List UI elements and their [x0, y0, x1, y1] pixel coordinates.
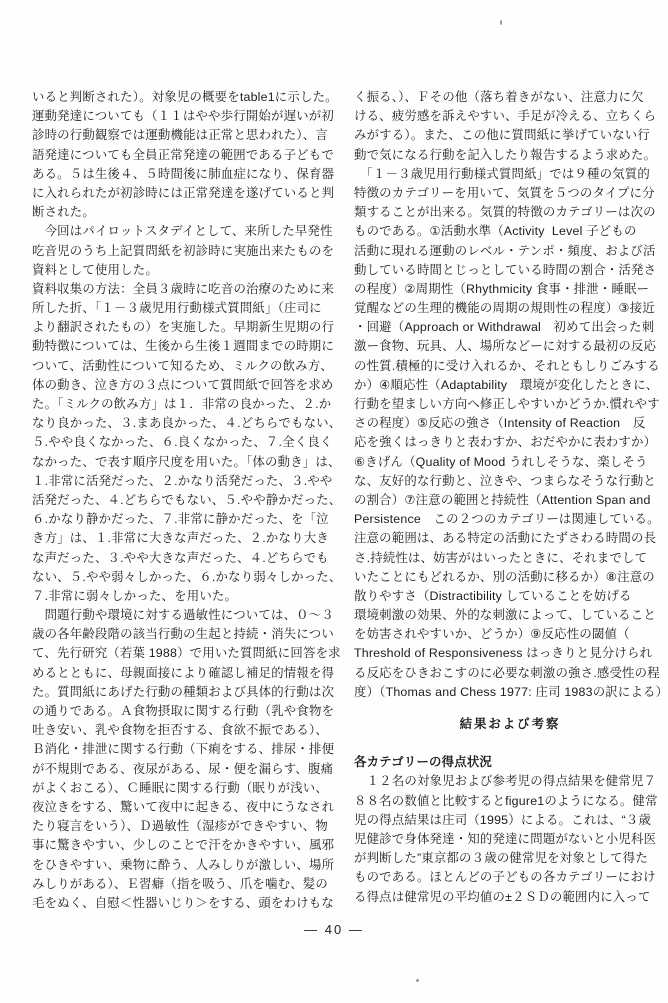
text-line: ８８名の数値と比較するとfigure1のようになる。健常 — [354, 793, 658, 808]
text-line: た。質問紙にあげた行動の種類および具体的行動は次 — [32, 684, 335, 699]
text-line: ５.やや良くなかった、６.良くなかった、７.全く良く — [32, 435, 333, 450]
text-line: 散りやすさ（Distractibility していることを妨げる — [354, 588, 632, 603]
text-line: さ.持続性は、妨害がはいったときに、それまでして — [354, 550, 648, 565]
text-line: を妨害されやすいか、どうか）⑨反応性の閾値（ — [354, 627, 630, 642]
text-line: 「１－３歳児用行動様式質問紙」では９種の気質的 — [354, 166, 650, 181]
text-line: ける、疲労感を訴えやすい、手足が冷える、立ちくら — [354, 109, 657, 124]
text-line: たり寝言をいう）、Ｄ過敏性（湿疹ができやすい、物 — [32, 819, 328, 834]
text-line: Ｂ消化・排泄に関する行動（下痢をする、排尿・排便 — [32, 742, 335, 757]
text-line: ものである。ほとんどの子どもの各カテゴリーにおけ — [354, 870, 656, 885]
text-line: る反応をひきおこすのに必要な刺激の強さ.感受性の程 — [354, 665, 660, 680]
text-line: 行動を望ましい方向へ修正しやすいかどうか.慣れやす — [354, 397, 660, 411]
text-line: 応を強くはっきりと表わすか、おだやかに表わすか） — [354, 435, 657, 450]
text-line: さの程度）⑤反応の強さ（Intensity of Reaction 反 — [354, 416, 646, 431]
text-line: 児の得点結果は庄司（1995）による。これは、“３歳 — [354, 812, 652, 827]
text-line: ７.非常に弱々しかった、を用いた。 — [32, 588, 238, 603]
text-line: より翻訳されたもの）を実施した。早期新生児期の行 — [32, 320, 335, 335]
text-line: 児健診で身体発達・知的発達に問題がないと小児科医 — [354, 831, 657, 846]
text-line: 活発だった、４.どちらでもない、５.やや静かだった、 — [32, 492, 342, 507]
text-line: き方」は、１.非常に大きな声だった、２.かなり大き — [32, 531, 329, 546]
subsection-heading-scores: 各カテゴリーの得点状況 — [354, 755, 493, 770]
text-line: 事に驚きやすい、少しのことで汗をかきやすい、風邪 — [32, 838, 335, 853]
text-line: みがする）。また、この他に質問紙に挙げていない行 — [354, 128, 650, 143]
text-line: の程度）②周期性（Rhythmicity 食事・排泄・睡眠ー — [354, 281, 650, 296]
text-line: Threshold of Responsiveness はっきりと見分けられ — [354, 646, 653, 661]
text-line: 語発達についても全員正常発達の範囲である子どもで — [32, 147, 334, 162]
scan-speck — [500, 20, 502, 25]
text-line: １２名の対象児および参考児の得点結果を健常児７ — [354, 774, 657, 789]
right-paragraph-methods — [354, 88, 666, 702]
text-line: 動特徴については、生後から生後１週間までの時期に — [32, 339, 334, 354]
text-line: をひきやすい、乗物に酔う、人みしりが激しい、場所 — [32, 857, 335, 872]
text-line: 動している時間とじっとしている時間の割合・活発さ — [354, 262, 657, 277]
scan-speck — [416, 979, 419, 982]
text-line: か）④順応性（Adaptability 環境が変化したときに、 — [354, 377, 659, 392]
text-line: いたことにもどれるか、別の活動に移るか）⑧注意の — [354, 569, 655, 584]
text-line: ある。５は生後４、５時間後に肺血症になり、保育器 — [32, 166, 335, 181]
text-line: 激ー食物、玩具、人、場所などーに対する最初の反応 — [354, 339, 657, 354]
text-line: 断された。 — [32, 205, 95, 220]
text-line: なかった、で表す順序尺度を用いた。「体の動き」は、 — [32, 454, 341, 469]
text-line: 毛をぬく、自慰＜性器いじり＞をする、頭をわけもな — [32, 895, 334, 910]
text-line: 所した折、「１－３歳児用行動様式質問紙」（庄司に — [32, 301, 322, 316]
left-text-column — [32, 88, 344, 913]
text-line: なり良かった、３.まあ良かった、４.どちらでもない、 — [32, 416, 342, 431]
text-line: 夜泣きをする、驚いて夜中に起きる、夜中にうなされ — [32, 799, 335, 814]
text-line: 今回はパイロットスタデイとして、来所した早発性 — [32, 224, 333, 239]
page-number: — 40 — — [304, 922, 364, 937]
text-line: な、友好的な行動と、泣きや、つまらなそうな行動と — [354, 473, 656, 488]
text-line: １.非常に活発だった、２.かなり活発だった、３.やや — [32, 473, 333, 488]
text-line: く振る、）、Ｆその他（落ち着きがない、注意力に欠 — [354, 90, 644, 104]
text-line: 体の動き、泣き方の３点について質問紙で回答を求め — [32, 377, 334, 392]
text-line: 環境刺激の効果、外的な刺激によって、していること — [354, 608, 656, 623]
text-line: た。「ミルクの飲み方」は１．非常の良かった、２.か — [32, 397, 332, 411]
section-heading-results: 結果および考察 — [459, 717, 561, 731]
text-line: て、先行研究（若葉 1988）で用いた質問紙に回答を求 — [32, 646, 341, 661]
text-line: 歳の各年齢段階の該当行動の生起と持続・消失につい — [32, 627, 334, 642]
text-line: が判断した”東京都の３歳の健常児を対象として得た — [354, 851, 648, 866]
text-line: めるとともに、母親面接により確認し補足的情報を得 — [32, 665, 335, 680]
text-line: 類することが出来る。気質的特徴のカテゴリーは次の — [354, 205, 656, 220]
text-line: ない、５.やや弱々しかった、６.かなり弱々しかった、 — [32, 569, 342, 584]
text-line: ついて、活動性について知るため、ミルクの飲み方、 — [32, 358, 333, 373]
text-line: 資料収集の方法：全員３歳時に吃音の治療のために来 — [32, 281, 335, 296]
text-line: がよくおこる）、Ｃ睡眠に関する行動（眠りが浅い、 — [32, 780, 328, 795]
text-line: の割合）⑦注意の範囲と持続性（Attention Span and — [354, 492, 651, 507]
text-line: の性質.積極的に受け入れるか、それともしりごみする — [354, 358, 660, 373]
text-line: 活動に現れる運動のレベル・テンポ・頻度、および活 — [354, 243, 656, 258]
text-line: Persistence この２つのカテゴリーは関連している。 — [354, 512, 660, 527]
text-line: いると判断された）。対象児の概要をtable1に示した。 — [32, 90, 338, 104]
text-line: 吐き安い、乳や食物を拒否する、食欲不振である）、 — [32, 723, 328, 738]
text-line: 特徴のカテゴリーを用いて、気質を５つのタイプに分 — [354, 185, 655, 200]
text-line: な声だった、３.やや大きな声だった、４.どちらでも — [32, 550, 329, 565]
text-line: 問題行動や環境に対する過敏性については、０～３ — [32, 608, 334, 623]
text-line: 注意の範囲は、ある特定の活動にたずさわる時間の長 — [354, 531, 657, 546]
text-line: に入れられたが初診時には正常発達を遂げていると判 — [32, 185, 335, 200]
text-line: 吃音児のうち上記質問紙を初診時に実施出来たものを — [32, 243, 335, 258]
text-line: の通りである。Ａ食物摂取に関する行動（乳や食物を — [32, 704, 335, 718]
text-line: 診時の行動観察では運動機能は正常と思われた）、言 — [32, 128, 328, 143]
text-line: ・回避（Approach or Withdrawal 初めて出会った刺 — [354, 320, 655, 335]
text-line: 資料として使用した。 — [32, 262, 158, 277]
text-line: 覚醒などの生理的機能の周期の規則性の程度）③接近 — [354, 301, 655, 316]
text-line: ⑥きげん（Quality of Mood うれしそうな、楽しそう — [354, 454, 648, 469]
text-line: が不規則である、夜尿がある、尿・便を漏らす、腹痛 — [32, 761, 334, 776]
text-line: 運動発達についても（１１はやや歩行開始が遅いが初 — [32, 109, 334, 124]
text-line: る得点は健常児の平均値の±２ＳＤの範囲内に入って — [354, 889, 651, 904]
text-line: 動で気になる行動を記入したり報告するよう求めた。 — [354, 147, 657, 162]
text-line: ものである。①活動水準（Activity Level 子どもの — [354, 224, 637, 239]
right-text-column — [354, 88, 666, 907]
text-line: みしりがある）、Ｅ習癖（指を吸う、爪を噛む、髪の — [32, 876, 328, 891]
right-paragraph-results — [354, 772, 666, 906]
text-line: ６.かなり静かだった、７.非常に静かだった、を「泣 — [32, 512, 329, 527]
text-line: 度）（Thomas and Chess 1977: 庄司 1983の訳による） — [354, 684, 668, 699]
